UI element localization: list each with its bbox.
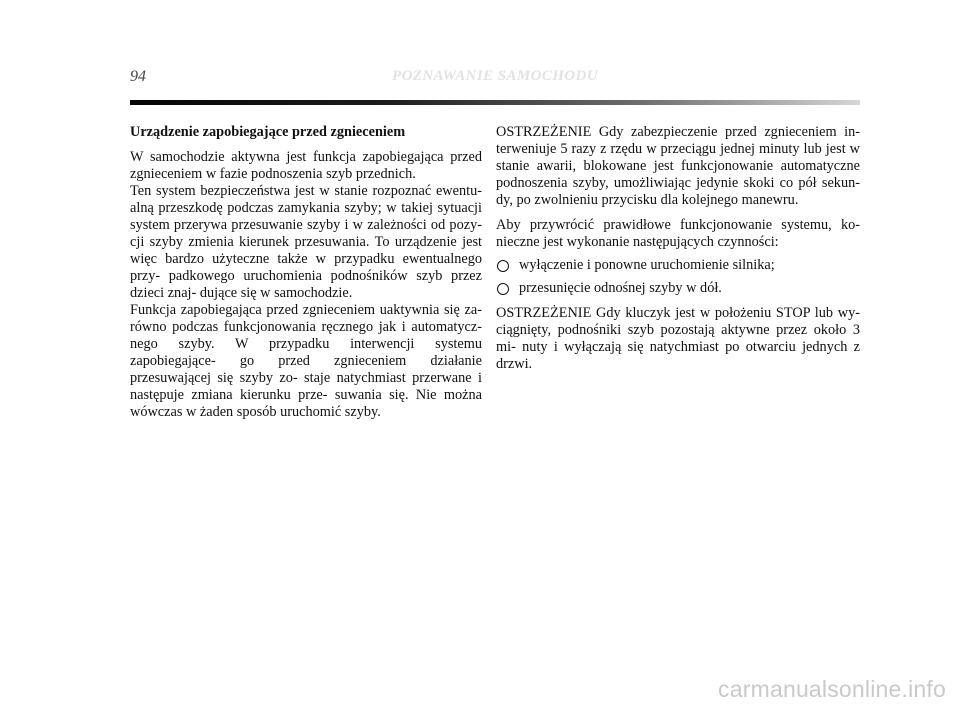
- right-column: [496, 124, 860, 373]
- page-header: [130, 68, 860, 90]
- hollow-circle-bullet-icon: [497, 283, 509, 295]
- header-rule: [130, 100, 860, 105]
- paragraph-intro: W samochodzie aktywna jest funkcja zapobiegająca przed zgnieceniem w fazie podnoszenia szyb przednich.: [130, 149, 482, 182]
- warning-paragraph-stop: OSTRZEŻENIE Gdy kluczyk jest w położeniu STOP lub wy- ciągnięty, podnośniki szyb pozostają aktywne przez około 3 mi- nuty i wyłączają się natychmiast po otwarciu jednych z drzwi.: [496, 305, 860, 372]
- list-item-text: przesunięcie odnośnej szyby w dół.: [519, 280, 722, 296]
- warning-paragraph: OSTRZEŻENIE Gdy zabezpieczenie przed zgnieceniem in- terweniuje 5 razy z rzędu w przeciągu jednej minuty lub jest w stanie awarii, blokowane jest funkcjonowanie automatyczne podnoszenia szyby, umożliwiając jedynie skoki co pół sekun- dy, po zwolnieniu przycisku dla kolejnego manewru.: [496, 124, 860, 208]
- paragraph-system: Ten system bezpieczeństwa jest w stanie rozpoznać ewentu- alną przeszkodę podczas zamykania szyby; w takiej sytuacji system przerywa przesuwanie szyby i w zależności od pozy- cji szyby zmienia kierunek przesuwania. To urządzenie jest więc bardzo użyteczne także w przypadku ewentualnego przy- padkowego uruchomienia podnośników szyb przez dzieci znaj- dujące się w samochodzie.: [130, 183, 482, 301]
- list-item: [496, 280, 860, 297]
- watermark: carmanualsonline.info: [718, 676, 946, 702]
- left-column: [130, 124, 482, 421]
- page-number: 94: [130, 68, 146, 85]
- list-item: [496, 257, 860, 274]
- section-heading: Urządzenie zapobiegające przed zgnieceniem: [130, 124, 406, 140]
- hollow-circle-bullet-icon: [497, 260, 509, 272]
- restore-intro: Aby przywrócić prawidłowe funkcjonowanie systemu, ko- nieczne jest wykonanie następujących czynności:: [496, 217, 860, 250]
- running-title: POZNAWANIE SAMOCHODU: [392, 68, 598, 84]
- list-item-text: wyłączenie i ponowne uruchomienie silnika;: [519, 257, 775, 273]
- paragraph-function: Funkcja zapobiegająca przed zgnieceniem uaktywnia się za- równo podczas funkcjonowania ręcznego jak i automatycz- nego szyby. W przypadku interwencji systemu zapobiegające- go przed zgnieceniem działanie przesuwającej się szyby zo- staje natychmiast przerwane i następuje zmiana kierunku prze- suwania się. Nie można wówczas w żaden sposób uruchomić szyby.: [130, 302, 482, 420]
